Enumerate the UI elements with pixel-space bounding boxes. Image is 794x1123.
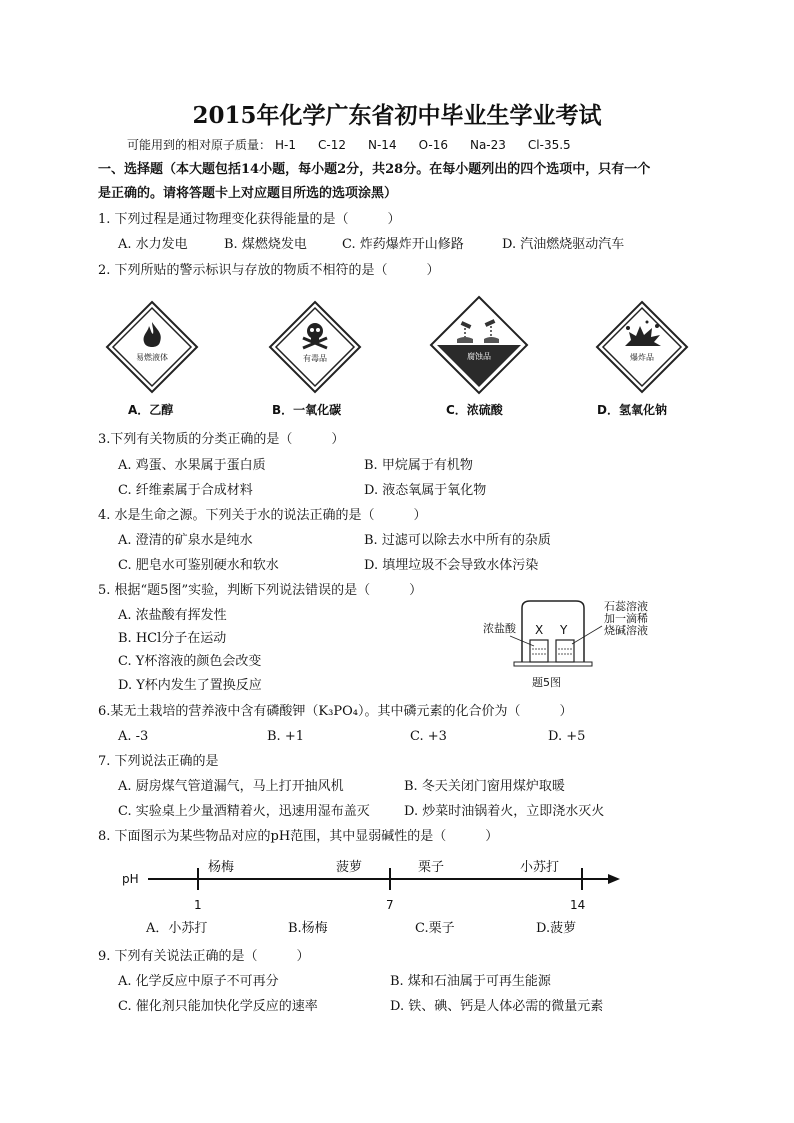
sign-label: 腐蚀品	[467, 352, 491, 361]
q8-stem: 8. 下面图示为某些物品对应的pH范围，其中显弱碱性的是（ ）	[98, 829, 499, 844]
cup-x-label: X	[535, 623, 544, 637]
q2-option-b: B．一氧化碳	[272, 403, 342, 417]
q6-stem: 6.某无土栽培的营养液中含有磷酸钾（K₃PO₄）。其中磷元素的化合价为（ ）	[98, 704, 573, 719]
corrosive-sign	[429, 295, 529, 395]
q8-option-b: B.杨梅	[288, 921, 328, 936]
q8-option-d: D.菠萝	[536, 921, 577, 936]
ph-item-xiaosuda: 小苏打	[520, 860, 560, 875]
section-header-line2: 是正确的。请将答题卡上对应题目所选的选项涂黑）	[98, 186, 398, 201]
q5-option-c: C. Y杯溶液的颜色会改变	[118, 654, 262, 669]
q8-option-a: A．小苏打	[146, 921, 208, 936]
ph-tick-label-14: 14	[570, 898, 586, 912]
hydrochloric-acid-label: 浓盐酸	[483, 622, 516, 635]
q9-option-a: A. 化学反应中原子不可再分	[118, 974, 279, 989]
right-label-2: 加一滴稀	[604, 612, 648, 625]
q2-stem: 2. 下列所贴的警示标识与存放的物质不相符的是（ ）	[98, 263, 440, 278]
atomic-mass-h: H-1	[275, 138, 297, 152]
q9-option-c: C. 催化剂只能加快化学反应的速率	[118, 999, 318, 1014]
q1-option-c: C. 炸药爆炸开山修路	[342, 237, 464, 252]
q7-stem: 7. 下列说法正确的是	[98, 754, 219, 769]
q9-option-d: D. 铁、碘、钙是人体必需的微量元素	[390, 999, 604, 1014]
q6-option-b: B. +1	[267, 729, 304, 744]
sign-label: 易燃液体	[136, 353, 168, 362]
atomic-mass-o: O-16	[418, 138, 448, 152]
q7-option-a: A. 厨房煤气管道漏气，马上打开抽风机	[118, 779, 344, 794]
right-label-1: 石蕊溶液	[604, 600, 648, 613]
q2-option-c: C．浓硫酸	[446, 403, 503, 417]
q4-stem: 4. 水是生命之源。下列关于水的说法正确的是（ ）	[98, 508, 427, 523]
q2-option-a: A．乙醇	[128, 403, 174, 417]
ph-tick-label-7: 7	[386, 898, 394, 912]
q5-option-b: B. HCl分子在运动	[118, 631, 227, 646]
q3-option-b: B. 甲烷属于有机物	[364, 458, 473, 473]
toxic-sign	[268, 300, 362, 394]
q3-stem: 3.下列有关物质的分类正确的是（ ）	[98, 432, 345, 447]
cup-y-label: Y	[560, 623, 568, 637]
q5-figure	[480, 596, 680, 694]
q5-figure-caption: 题5图	[532, 676, 561, 689]
q7-option-b: B. 冬天关闭门窗用煤炉取暖	[404, 779, 565, 794]
q6-option-c: C. +3	[410, 729, 447, 744]
ph-scale	[118, 852, 628, 916]
ph-item-yangmei: 杨梅	[208, 860, 235, 875]
atomic-mass-cl: Cl-35.5	[527, 138, 571, 152]
q1-option-a: A. 水力发电	[118, 237, 188, 252]
q4-option-a: A. 澄清的矿泉水是纯水	[118, 533, 253, 548]
page-title: 2015年化学广东省初中毕业生学业考试	[192, 102, 602, 129]
atomic-mass-c: C-12	[318, 138, 346, 152]
q7-option-d: D. 炒菜时油锅着火，立即浇水灭火	[404, 804, 605, 819]
q2-option-d: D．氢氧化钠	[597, 403, 667, 417]
q9-stem: 9. 下列有关说法正确的是（ ）	[98, 949, 310, 964]
q6-option-a: A. -3	[118, 729, 149, 744]
q1-option-d: D. 汽油燃烧驱动汽车	[502, 237, 625, 252]
q1-option-b: B. 煤燃烧发电	[224, 237, 307, 252]
atomic-mass-n: N-14	[368, 138, 397, 152]
atomic-mass-label: 可能用到的相对原子质量：	[127, 138, 272, 152]
cup-y-icon	[556, 640, 574, 662]
q5-option-d: D. Y杯内发生了置换反应	[118, 678, 262, 693]
q9-option-b: B. 煤和石油属于可再生能源	[390, 974, 551, 989]
q8-option-c: C.栗子	[415, 921, 455, 936]
q4-option-b: B. 过滤可以除去水中所有的杂质	[364, 533, 551, 548]
ph-axis-label: pH	[122, 872, 139, 886]
q3-option-c: C. 纤维素属于合成材料	[118, 483, 253, 498]
sign-label: 有毒品	[303, 354, 327, 363]
ph-axis-arrow-icon	[608, 874, 620, 884]
q7-option-c: C. 实验桌上少量酒精着火，迅速用湿布盖灭	[118, 804, 370, 819]
atomic-mass-line	[127, 136, 593, 154]
ph-tick-label-1: 1	[194, 898, 202, 912]
right-label-3: 烧碱溶液	[604, 624, 648, 637]
q6-option-d: D. +5	[548, 729, 586, 744]
ph-item-boluo: 菠萝	[336, 860, 363, 875]
atomic-mass-na: Na-23	[469, 138, 506, 152]
q3-option-d: D. 液态氧属于氧化物	[364, 483, 487, 498]
q5-stem: 5. 根据“题5图”实验，判断下列说法错误的是（ ）	[98, 583, 423, 598]
q3-option-a: A. 鸡蛋、水果属于蛋白质	[118, 458, 266, 473]
ph-item-lizi: 栗子	[418, 860, 445, 875]
section-header-line1: 一、选择题（本大题包括14小题，每小题2分，共28分。在每小题列出的四个选项中，只有一个	[98, 162, 651, 177]
sign-label: 爆炸品	[630, 353, 654, 362]
q1-stem: 1. 下列过程是通过物理变化获得能量的是（ ）	[98, 212, 401, 227]
q4-option-d: D. 填埋垃圾不会导致水体污染	[364, 558, 539, 573]
explosive-sign	[595, 300, 689, 394]
cup-x-icon	[530, 640, 548, 662]
q4-option-c: C. 肥皂水可鉴别硬水和软水	[118, 558, 279, 573]
q5-option-a: A. 浓盐酸有挥发性	[118, 608, 227, 623]
flammable-liquid-sign	[105, 300, 199, 394]
